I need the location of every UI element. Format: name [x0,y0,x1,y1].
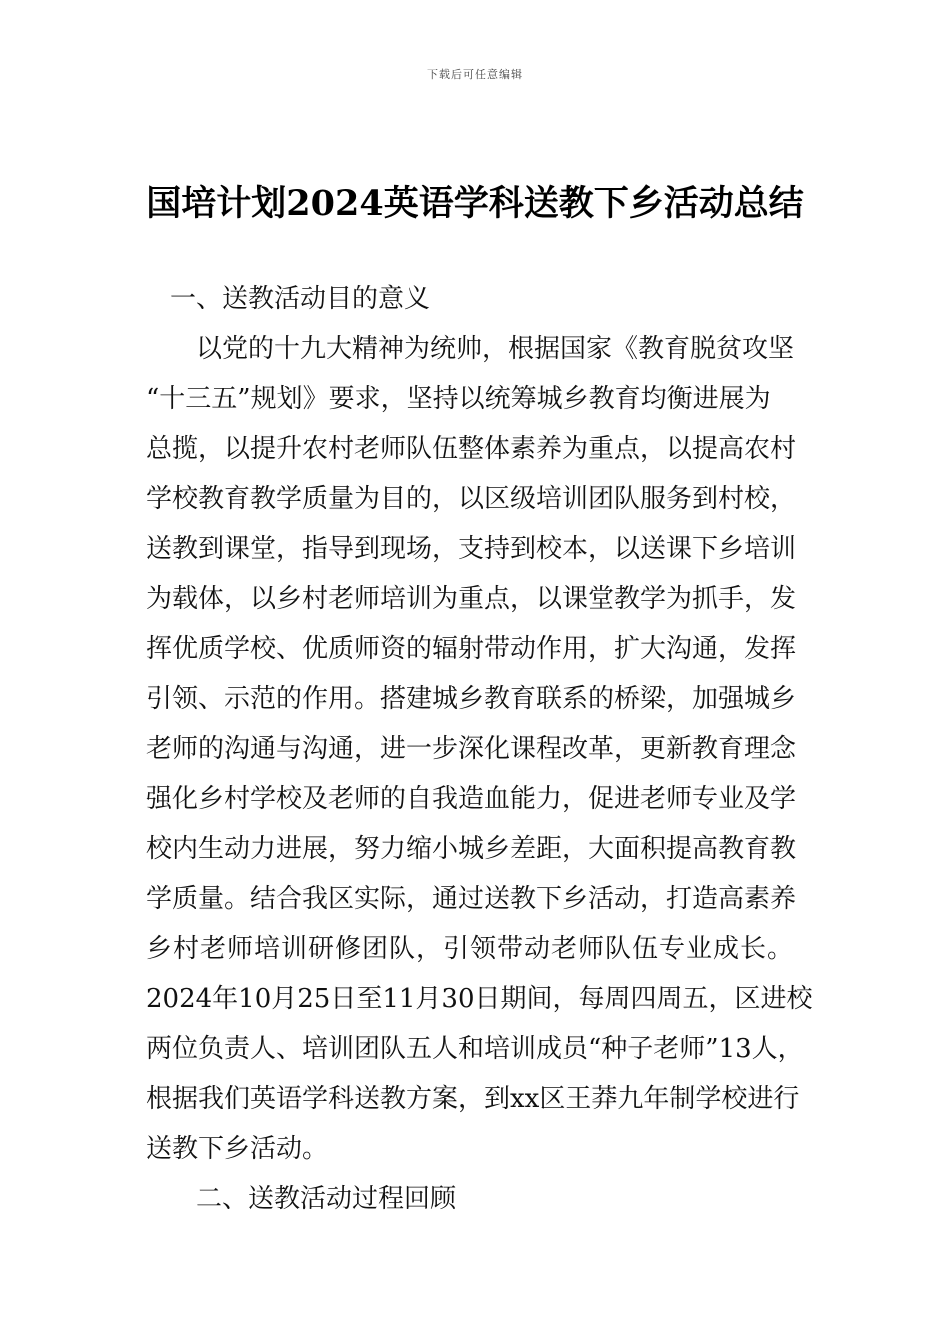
section-heading-2: 二、送教活动过程回顾 [196,1184,457,1214]
paragraph-line: 强化乡村学校及老师的自我造血能力，促进老师专业及学 [146,784,797,814]
paragraph-line: 学校教育教学质量为目的，以区级培训团队服务到村校， [146,484,797,514]
paragraph-line: 挥优质学校、优质师资的辐射带动作用，扩大沟通，发挥 [146,634,797,664]
paragraph-line: 为载体，以乡村老师培训为重点，以课堂教学为抓手，发 [146,584,797,614]
paragraph-line: 2024年10月25日至11月30日期间，每周四周五，区进校 [146,984,813,1014]
paragraph-line: 送教到课堂，指导到现场，支持到校本，以送课下乡培训 [146,534,797,564]
paragraph-line: 引领、示范的作用。搭建城乡教育联系的桥梁，加强城乡 [146,684,797,714]
paragraph-line: 乡村老师培训研修团队，引领带动老师队伍专业成长。 [146,934,795,964]
paragraph-line: 学质量。结合我区实际，通过送教下乡活动，打造高素养 [146,884,797,914]
section-heading-1: 一、送教活动目的意义 [170,284,431,314]
paragraph-line: 老师的沟通与沟通，进一步深化课程改革，更新教育理念 [146,734,797,764]
paragraph-line: “十三五”规划》要求，坚持以统筹城乡教育均衡进展为 [146,384,771,414]
header-note: 下载后可任意编辑 [427,68,523,81]
paragraph-line: 两位负责人、培训团队五人和培训成员“种子老师”13人， [146,1034,804,1064]
paragraph-line: 校内生动力进展，努力缩小城乡差距，大面积提高教育教 [146,834,797,864]
paragraph-line: 根据我们英语学科送教方案，到xx区王莽九年制学校进行 [146,1084,800,1114]
paragraph-line: 送教下乡活动。 [146,1134,329,1164]
paragraph-line: 以党的十九大精神为统帅，根据国家《教育脱贫攻坚 [196,334,795,364]
document-title: 国培计划2024英语学科送教下乡活动总结 [146,183,804,224]
paragraph-line: 总揽，以提升农村老师队伍整体素养为重点，以提高农村 [146,434,797,464]
